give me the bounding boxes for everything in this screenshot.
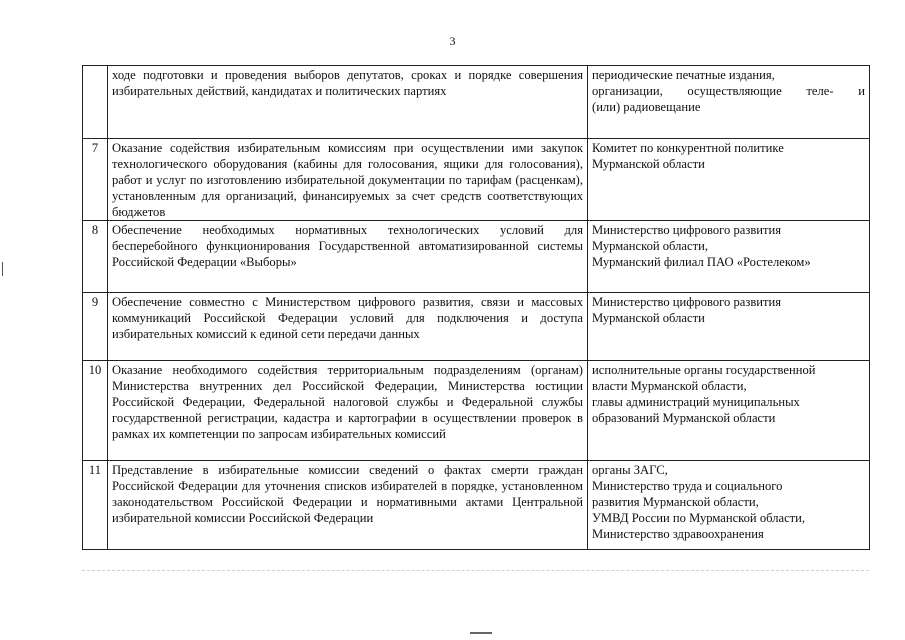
- responsible-line: (или) радиовещание: [592, 100, 701, 114]
- responsible-line: органы ЗАГС,: [592, 463, 668, 477]
- responsible-cell: [588, 221, 870, 293]
- row-number: 8: [83, 221, 108, 293]
- row-number: [83, 66, 108, 139]
- row-number: 7: [83, 139, 108, 221]
- scan-artifact-mark: [470, 632, 492, 634]
- row-number: 10: [83, 361, 108, 461]
- responsible-line: Мурманский филиал ПАО «Ростелеком»: [592, 255, 811, 269]
- responsible-cell: [588, 461, 870, 550]
- responsible-line: Министерство здравоохранения: [592, 527, 764, 541]
- table-row: [83, 139, 870, 221]
- table-row: [83, 461, 870, 550]
- responsible-line: Комитет по конкурентной политике: [592, 141, 784, 155]
- measure-text: Оказание необходимого содействия территориальным подразделениям (органам) Министерства внутренних дел Российской Федерации, Министерства юстиции Российской Федерации, Федеральной налоговой службы и Федеральной службы государственной регистрации, кадастра и картографии в осуществлении проверок в рамках их компетенции по запросам избирательных комиссий: [108, 361, 588, 461]
- responsible-line: Мурманской области: [592, 311, 705, 325]
- responsible-cell: [588, 293, 870, 361]
- responsible-line: УМВД России по Мурманской области,: [592, 511, 806, 525]
- page-number: 3: [449, 34, 456, 48]
- measure-text: Обеспечение совместно с Министерством цифрового развития, связи и массовых коммуникаций Российской Федерации условий для подключения и доступа избирательных комиссий к единой сети передачи данных: [108, 293, 588, 361]
- responsible-line: Министерство труда и социального: [592, 479, 783, 493]
- measure-text: Обеспечение необходимых нормативных технологических условий для бесперебойного функционирования Государственной автоматизированной системы Российской Федерации «Выборы»: [108, 221, 588, 293]
- row-number: 11: [83, 461, 108, 550]
- measure-text: Оказание содействия избирательным комиссиям при осуществлении ими закупок технологического оборудования (кабины для голосования, ящики для голосования), работ и услуг по изготовлению избирательной документации по тарифам (расценкам), установленным для организаций, финансируемых за счет средств соответствующих бюджетов: [108, 139, 588, 221]
- responsible-line: Министерство цифрового развития: [592, 223, 782, 237]
- responsible-line: главы администраций муниципальных: [592, 395, 800, 409]
- responsible-cell: [588, 139, 870, 221]
- responsible-line: Мурманской области,: [592, 239, 708, 253]
- row-number: 9: [83, 293, 108, 361]
- responsible-line: Министерство цифрового развития: [592, 295, 782, 309]
- responsible-line: образований Мурманской области: [592, 411, 776, 425]
- responsible-line: развития Мурманской области,: [592, 495, 759, 509]
- scan-artifact-line: [82, 570, 869, 571]
- table-row: [83, 221, 870, 293]
- responsible-cell: [588, 361, 870, 461]
- measure-text: ходе подготовки и проведения выборов депутатов, сроках и порядке совершения избирательных действий, кандидатах и политических партиях: [108, 66, 588, 139]
- responsible-line: власти Мурманской области,: [592, 379, 747, 393]
- measure-text: Представление в избирательные комиссии сведений о фактах смерти граждан Российской Федерации для уточнения списков избирателей в порядке, установленном законодательством Российской Федерации и нормативными актами Центральной избирательной комиссии Российской Федерации: [108, 461, 588, 550]
- responsible-line: организации, осуществляющие теле- и: [592, 84, 865, 98]
- responsible-line: Мурманской области: [592, 157, 705, 171]
- responsible-line: исполнительные органы государственной: [592, 363, 816, 377]
- table-row: [83, 361, 870, 461]
- responsible-line: периодические печатные издания,: [592, 68, 775, 82]
- table-row: [83, 293, 870, 361]
- responsible-cell: [588, 66, 870, 139]
- margin-tick-mark: [2, 262, 3, 276]
- table-row: [83, 66, 870, 139]
- measures-table: [82, 65, 870, 550]
